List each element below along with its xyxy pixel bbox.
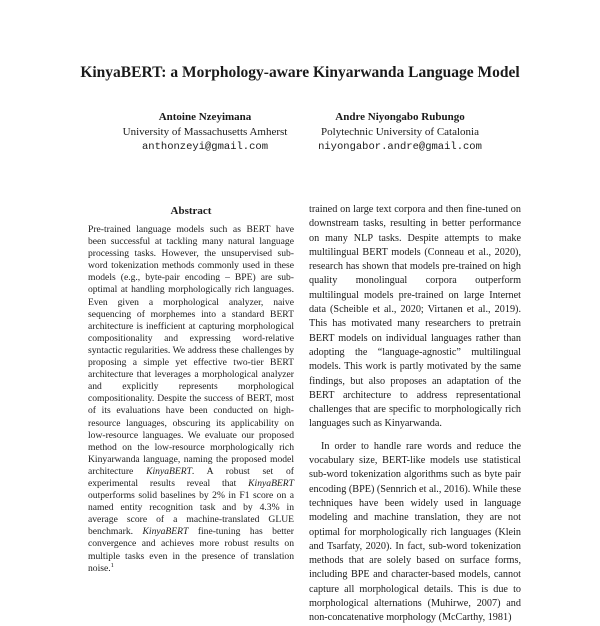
author-block-2 — [300, 110, 500, 155]
footnote-marker[interactable]: 1 — [110, 561, 114, 569]
abstract-text — [88, 224, 294, 575]
abstract-part: . A robust set of experimental results reveal that — [88, 465, 295, 489]
model-name: KinyaBERT — [142, 526, 189, 538]
author-email[interactable]: niyongabor.andre@gmail.com — [318, 141, 482, 153]
author-name: Antoine Nzeyimana — [158, 111, 252, 123]
abstract-part: fine-tuning has better convergence and achieves more robust results on multiple tasks even in the presence of translation noise. — [88, 526, 295, 574]
body-paragraph: trained on large text corpora and then fine-tuned on downstream tasks, resulting in better performance on many NLP tasks. Despite attempts to make multilingual BERT models (Conneau et al., 2020), research has shown that models pre-trained on high quality monolingual corpora outperform multilingual models pre-trained on large Internet data (Scheible et al., 2020; Virtanen et al., 2019). This has motivated many researchers to pretrain BERT models on individual languages rather than adopting the “language-agnostic” multilingual models. This work is partly motivated by the same findings, but also proposes an adaptation of the BERT architecture to address representational challenges that are specific to morphologically rich languages such as Kinyarwanda. — [309, 204, 521, 430]
author-name: Andre Niyongabo Rubungo — [335, 111, 465, 123]
body-paragraph: In order to handle rare words and reduce the vocabulary size, BERT-like models use statistical sub-word tokenization algorithms such as byte pair encoding (BPE) (Sennrich et al., 2016). While these techniques have been widely used in language modeling and machine translation, they are not optimal for morphologically rich languages (Klein and Tsarfaty, 2020). In fact, sub-word tokenization methods that are solely based on surface forms, including BPE and character-based models, cannot capture all morphological details. This is due to morphological alternations (Muhirwe, 2007) and non-concatenative morphology (McCarthy, 1981) — [309, 440, 521, 624]
author-email[interactable]: anthonzeyi@gmail.com — [141, 141, 269, 153]
abstract-part: outperforms solid baselines by 2% in F1 score on a named entity recognition task and by 4.3% in average score of a machine-translated GLUE benchmark. — [88, 490, 294, 538]
author-affiliation: University of Massachusetts Amherst — [122, 126, 288, 138]
abstract-part: Pre-trained language models such as BERT have been successful at tackling many natural language processing tasks. However, the unsupervised sub-word tokenization methods commonly used in these models (e.g., byte-pair encoding – BPE) are sub-optimal at handling morphologically rich languages. Even given a morphological analyzer, naive sequencing of morphemes into a standard BERT architecture is inefficient at capturing morphological compositionality and expressing word-relative syntactic regularities. We address these challenges by proposing a simple yet effective two-tier BERT architecture that leverages a morphological analyzer and explicitly represents morphological compositionality. Despite the success of BERT, most of its evaluations have been conducted on high-resource languages, obscuring its applicability on low-resource languages. We evaluate our proposed method on the low-resource morphologically rich Kinyarwanda language, naming the proposed model architecture — [88, 224, 294, 477]
model-name: KinyaBERT — [248, 477, 294, 489]
author-block-1 — [105, 110, 305, 155]
abstract-heading: Abstract — [170, 205, 212, 217]
paper-title: KinyaBERT: a Morphology-aware Kinyarwanda Language Model — [80, 64, 520, 81]
body-column-right — [309, 203, 521, 626]
author-affiliation: Polytechnic University of Catalonia — [321, 126, 479, 138]
model-name: KinyaBERT — [146, 465, 192, 477]
